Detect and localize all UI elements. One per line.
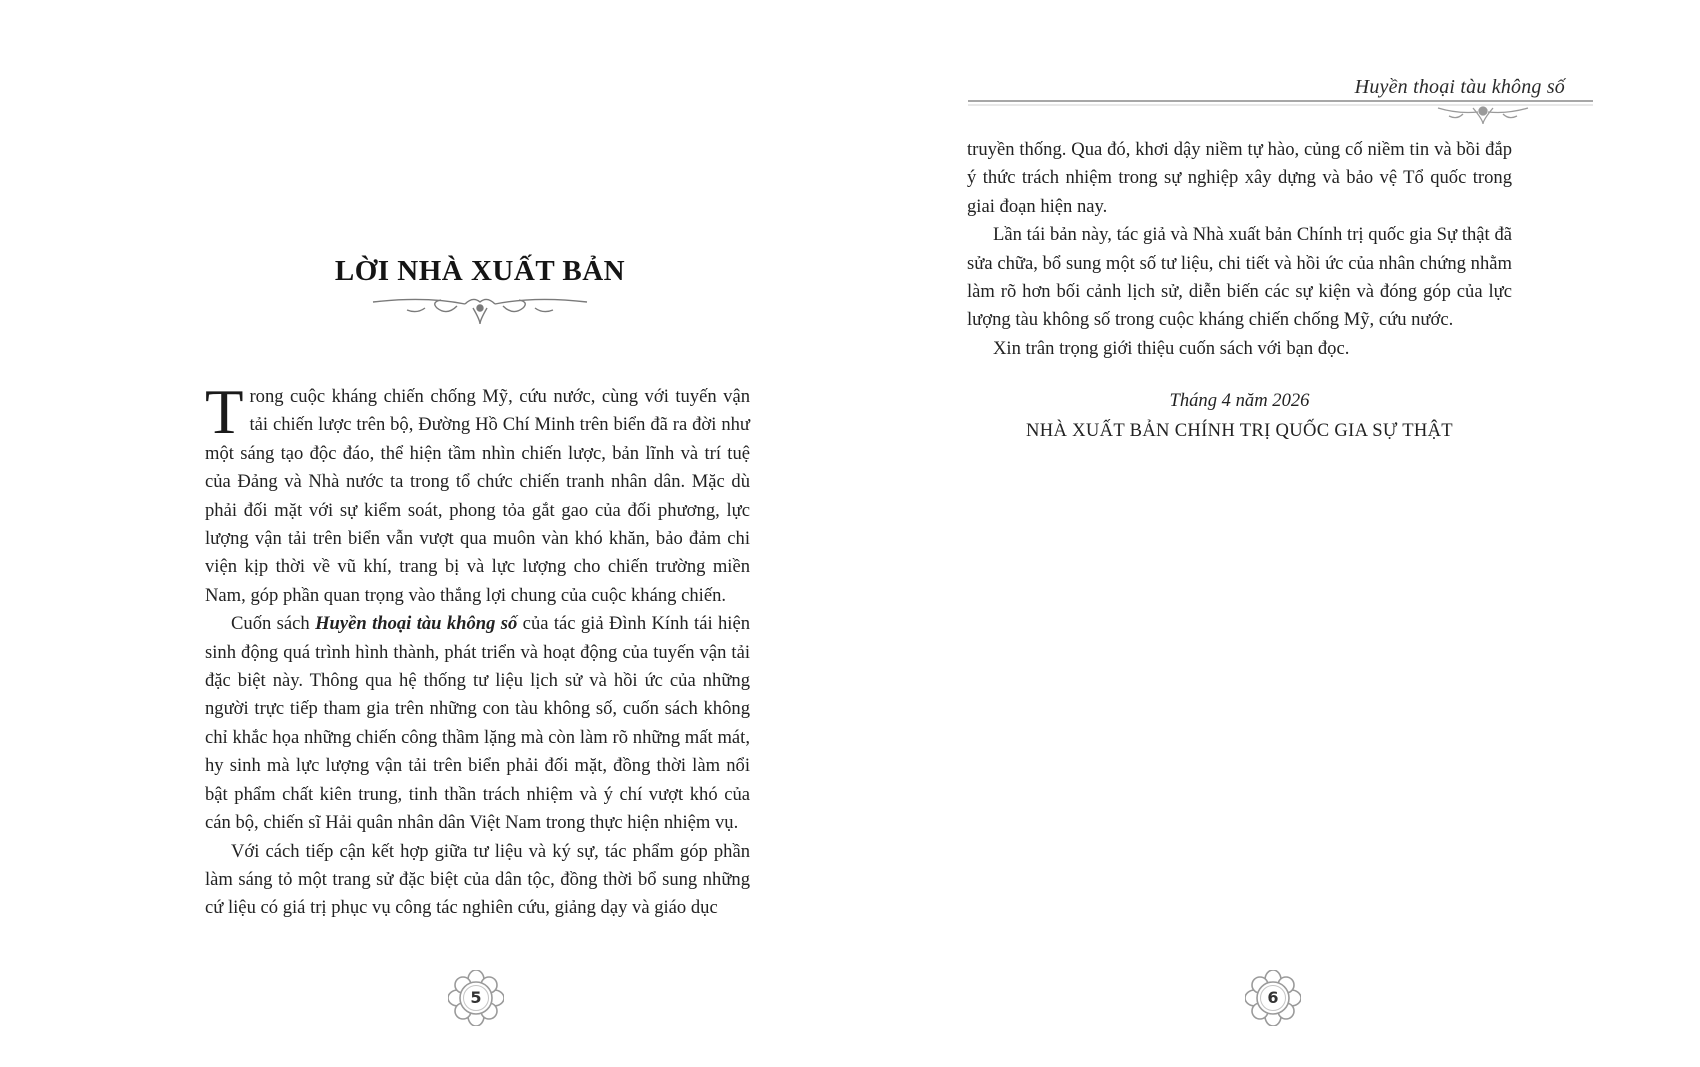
- right-page: [850, 0, 1700, 1067]
- paragraph-1: [205, 377, 750, 610]
- paragraph-2-lead: Cuốn sách: [231, 613, 316, 635]
- page-number-badge: [448, 970, 504, 1026]
- paragraph-2-text: của tác giả Đình Kính tái hiện sinh động quá trình hình thành, phát triển và hoạt động của tuyến vận tải đặc biệt này. Thông qua hệ thống tư liệu lịch sử và hồi ức của những người trực tiếp tham gia trên những con tàu không số, cuốn sách không chỉ khắc họa những chiến công thầm lặng mà còn làm rõ những mất mát, hy sinh mà lực lượng vận tải trên biển phải đối mặt, đồng thời làm nổi bật phẩm chất kiên trung, tinh thần trách nhiệm và ý chí vượt khó của cán bộ, chiến sĩ Hải quân nhân dân Việt Nam trong thực hiện nhiệm vụ.: [205, 613, 751, 834]
- paragraph-2: Lần tái bản này, tác giả và Nhà xuất bản Chính trị quốc gia Sự thật đã sửa chữa, bổ sung một số tư liệu, chi tiết và hồi ức của nhân chứng nhằm làm rõ hơn bối cảnh lịch sử, diễn biến các sự kiện và đóng góp của lực lượng tàu không số trong cuộc kháng chiến chống Mỹ, cứu nước.: [967, 224, 1512, 331]
- flourish-ornament: [365, 290, 595, 326]
- running-header-title: Huyền thoại tàu không số: [1354, 76, 1565, 98]
- decorative-rule-ornament: [968, 98, 1593, 128]
- signature-publisher: NHÀ XUẤT BẢN CHÍNH TRỊ QUỐC GIA SỰ THẬT: [1026, 420, 1453, 441]
- paragraph-1-text: rong cuộc kháng chiến chống Mỹ, cứu nước, cùng với tuyến vận tải chiến lược trên bộ, Đường Hồ Chí Minh trên biển đã ra đời như một sáng tạo độc đáo, thể hiện tầm nhìn chiến lược, bản lĩnh và trí tuệ của Đảng và Nhà nước ta trong tổ chức chiến tranh nhân dân. Mặc dù phải đối mặt với sự kiểm soát, phong tỏa gắt gao của đối phương, lực lượng vận tải trên biển vẫn vượt qua muôn vàn khó khăn, bảo đảm chi viện kịp thời về vũ khí, trang bị và lực lượng cho chiến trường miền Nam, góp phần quan trọng vào thắng lợi chung của cuộc kháng chiến.: [205, 386, 750, 606]
- chapter-title: LỜI NHÀ XUẤT BẢN: [334, 255, 626, 287]
- paragraph-3: Với cách tiếp cận kết hợp giữa tư liệu và ký sự, tác phẩm góp phần làm sáng tỏ một trang sử đặc biệt của dân tộc, đồng thời bổ sung những cứ liệu có giá trị phục vụ công tác nghiên cứu, giảng dạy và giáo dục: [205, 840, 750, 919]
- paragraph-1: truyền thống. Qua đó, khơi dậy niềm tự hào, củng cố niềm tin và bồi đắp ý thức trách nhiệm trong sự nghiệp xây dựng và bảo vệ Tổ quốc trong giai đoạn hiện nay.: [967, 139, 1512, 217]
- signature-date: Tháng 4 năm 2026: [1169, 390, 1310, 411]
- book-title: Huyền thoại tàu không số: [315, 613, 518, 635]
- right-body-text: [967, 136, 1512, 363]
- page-number: 5: [470, 988, 482, 1007]
- page-number: 6: [1267, 988, 1279, 1007]
- page-number-badge: [1245, 970, 1301, 1026]
- left-body-text: [205, 377, 751, 923]
- drop-cap: T: [205, 377, 244, 447]
- paragraph-3: Xin trân trọng giới thiệu cuốn sách với bạn đọc.: [993, 337, 1350, 359]
- paragraph-2: [205, 610, 750, 837]
